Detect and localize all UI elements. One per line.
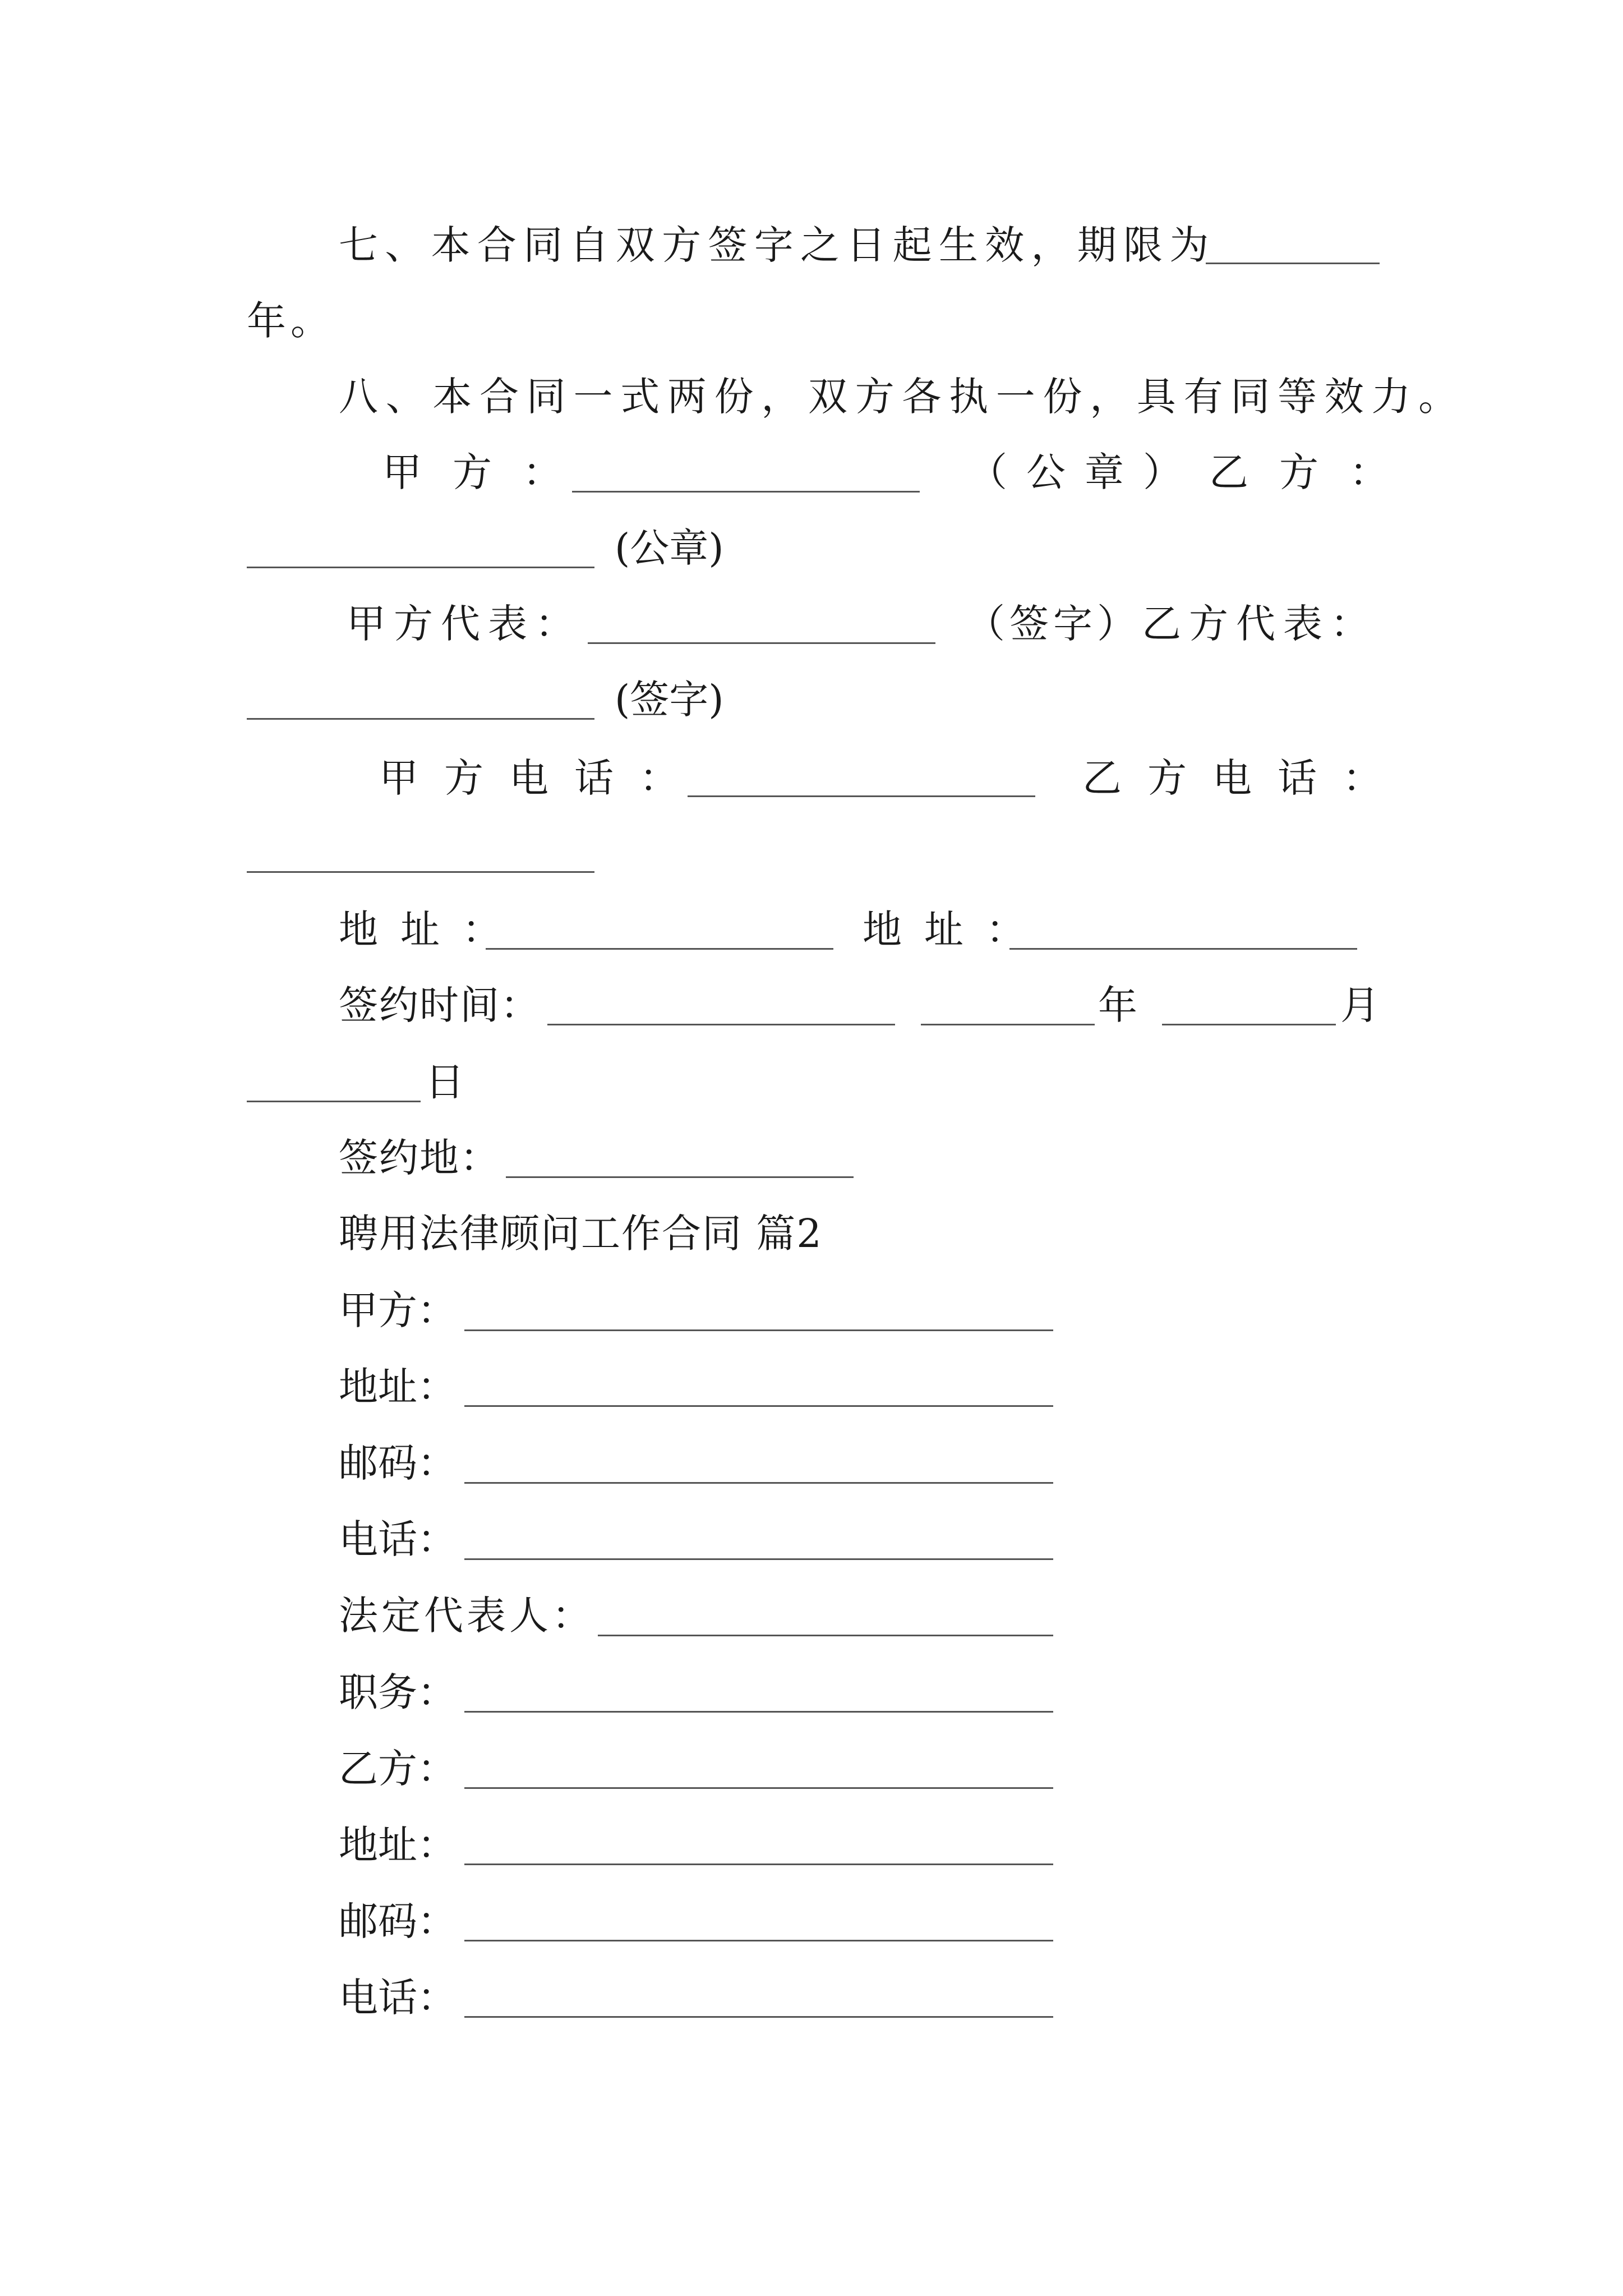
c2-legal-rep-blank[interactable] — [598, 1635, 1053, 1636]
day-unit: 日 — [425, 1059, 464, 1105]
rep-b-label: 乙方代表： — [1142, 601, 1377, 647]
party-b-blank[interactable] — [247, 567, 594, 568]
year-blank[interactable] — [921, 1024, 1095, 1025]
clause-7-unit: 年。 — [247, 298, 334, 344]
c2-position-label: 职务： — [339, 1669, 457, 1715]
c2-phone-a-label: 电话： — [339, 1516, 457, 1562]
c2-phone-a-blank[interactable] — [464, 1558, 1053, 1560]
clause-8-text: 八、本合同一式两份，双方各执一份，具有同等效力。 — [339, 374, 1465, 420]
c2-position-blank[interactable] — [464, 1711, 1053, 1713]
c2-address-b-blank[interactable] — [464, 1864, 1053, 1865]
rep-a-blank[interactable] — [588, 642, 935, 644]
c2-address-a-blank[interactable] — [464, 1405, 1053, 1407]
c2-party-b-blank[interactable] — [464, 1787, 1053, 1789]
rep-b-sign: (签字) — [615, 677, 724, 723]
phone-b-blank[interactable] — [247, 871, 594, 873]
party-b-label: 乙方： — [1209, 449, 1419, 495]
sign-place-label: 签约地： — [339, 1135, 500, 1181]
month-unit: 月 — [1340, 982, 1380, 1028]
day-blank[interactable] — [247, 1101, 421, 1102]
phone-a-label: 甲方电话： — [379, 755, 704, 801]
party-a-seal: （公章） — [968, 449, 1201, 495]
rep-a-sign: （签字） — [966, 601, 1141, 647]
address-a-blank[interactable] — [486, 948, 833, 950]
sign-place-blank[interactable] — [506, 1176, 854, 1178]
contract-2-title: 聘用法律顾问工作合同 篇2 — [339, 1211, 823, 1257]
phone-a-blank[interactable] — [688, 795, 1035, 797]
month-blank[interactable] — [1162, 1024, 1336, 1025]
term-years-blank[interactable] — [1206, 263, 1380, 264]
party-a-label: 甲方： — [382, 449, 593, 495]
address-b-label: 地址： — [863, 907, 1048, 953]
c2-postcode-b-blank[interactable] — [464, 1940, 1053, 1941]
phone-b-label: 乙方电话： — [1082, 755, 1408, 801]
c2-phone-b-blank[interactable] — [464, 2016, 1053, 2018]
c2-phone-b-label: 电话： — [339, 1975, 457, 2021]
party-a-blank[interactable] — [572, 491, 920, 493]
c2-postcode-b-label: 邮码： — [339, 1898, 457, 1944]
c2-party-a-label: 甲方： — [339, 1287, 457, 1333]
sign-time-blank[interactable] — [547, 1024, 895, 1025]
c2-postcode-a-blank[interactable] — [464, 1482, 1053, 1484]
c2-party-a-blank[interactable] — [464, 1329, 1053, 1331]
rep-a-label: 甲方代表： — [347, 601, 582, 647]
c2-postcode-a-label: 邮码： — [339, 1440, 457, 1486]
sign-time-label: 签约时间： — [339, 982, 541, 1028]
clause-7-text: 七、本合同自双方签字之日起生效，期限为 — [339, 222, 1216, 268]
address-b-blank[interactable] — [1009, 948, 1357, 950]
party-b-seal: (公章) — [615, 525, 724, 571]
c2-party-b-label: 乙方： — [339, 1746, 457, 1792]
year-unit: 年 — [1098, 982, 1137, 1028]
rep-b-blank[interactable] — [247, 718, 594, 720]
c2-legal-rep-label: 法定代表人： — [339, 1593, 594, 1639]
address-a-label: 地址： — [339, 907, 524, 953]
c2-address-b-label: 地址： — [339, 1822, 457, 1868]
c2-address-a-label: 地址： — [339, 1364, 457, 1410]
